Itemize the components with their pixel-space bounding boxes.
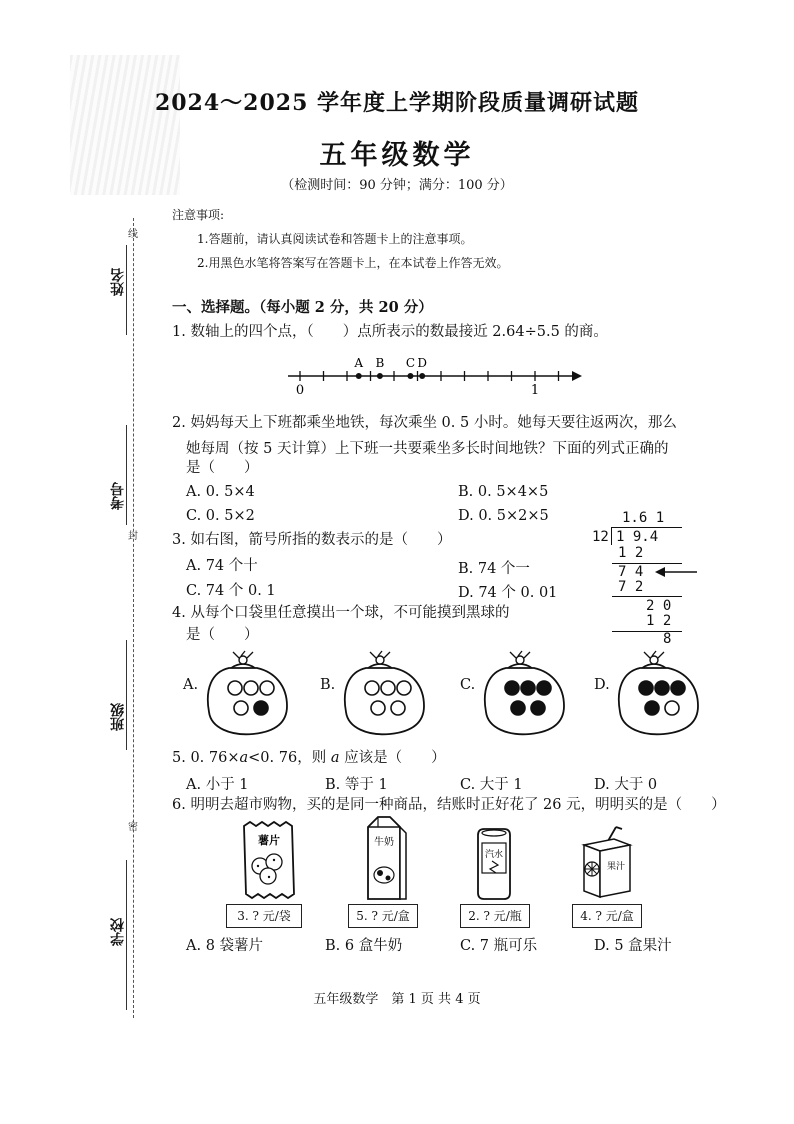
subject-title: 五年级数学 bbox=[319, 140, 475, 171]
white-ball bbox=[244, 681, 258, 695]
bag-body bbox=[345, 668, 424, 734]
black-ball bbox=[521, 681, 535, 695]
white-ball bbox=[665, 701, 679, 715]
q5-option-c[interactable]: C. 大于 1 bbox=[460, 777, 523, 793]
bag-label-d: D. bbox=[594, 677, 610, 693]
price-chips: 3. ? 元/袋 bbox=[226, 904, 302, 928]
point-d-label: D bbox=[417, 356, 428, 370]
margin-class-line bbox=[126, 640, 127, 750]
point-c-label: C bbox=[405, 356, 416, 370]
bag-body bbox=[208, 668, 287, 734]
q3-option-c[interactable]: C. 74 个 0. 1 bbox=[186, 583, 276, 599]
bag-body bbox=[485, 668, 564, 734]
black-ball bbox=[254, 701, 268, 715]
question-4-line-1: 4. 从每个口袋里任意摸出一个球，不可能摸到黑球的 bbox=[172, 605, 510, 621]
question-5 bbox=[172, 748, 446, 768]
point-a-label: A bbox=[354, 356, 364, 370]
price-milk: 5. ? 元/盒 bbox=[348, 904, 418, 928]
margin-exam-no-line bbox=[126, 425, 127, 525]
q5-text-mid: <0. 76，则 bbox=[248, 750, 331, 766]
black-ball bbox=[671, 681, 685, 695]
black-ball bbox=[511, 701, 525, 715]
black-ball bbox=[655, 681, 669, 695]
bag-knot bbox=[516, 656, 524, 664]
chips-bag-icon bbox=[240, 820, 298, 900]
black-ball bbox=[531, 701, 545, 715]
bag-knot bbox=[239, 656, 247, 664]
margin-seal-seal: 封 bbox=[128, 531, 138, 542]
q5-text-post: 应该是（ ） bbox=[339, 750, 446, 766]
note-item-1: 1.答题前，请认真阅读试卷和答题卡上的注意事项。 bbox=[197, 232, 473, 246]
pointer-arrow-icon bbox=[655, 565, 699, 579]
q3-option-d[interactable]: D. 74 个 0. 01 bbox=[458, 585, 558, 601]
q2-option-a[interactable]: A. 0. 5×4 bbox=[186, 484, 255, 500]
q6-option-b[interactable]: B. 6 盒牛奶 bbox=[325, 938, 403, 954]
note-item-2: 2.用黑色水笔将答案写在答题卡上，在本试卷上作答无效。 bbox=[197, 256, 509, 270]
exam-info: （检测时间：90 分钟；满分：100 分） bbox=[281, 178, 513, 193]
q6-option-d[interactable]: D. 5 盒果汁 bbox=[594, 938, 672, 954]
division-divisor: 12 bbox=[592, 529, 609, 545]
question-1: 1. 数轴上的四个点，（ ）点所表示的数最接近 2.64÷5.5 的商。 bbox=[172, 324, 608, 340]
q5-option-a[interactable]: A. 小于 1 bbox=[186, 777, 249, 793]
division-dividend: 1 9.4 bbox=[616, 529, 659, 545]
division-step-5: 1 2 bbox=[646, 613, 672, 629]
soda-can-icon bbox=[470, 825, 518, 901]
bag-d-icon bbox=[612, 650, 704, 738]
price-juice: 4. ? 元/盒 bbox=[572, 904, 642, 928]
number-line bbox=[280, 350, 590, 398]
margin-class-label: 班级 bbox=[110, 703, 126, 731]
margin-name-label: 姓名 bbox=[110, 268, 126, 296]
question-2-line-2: 她每周（按 5 天计算）上下班一共要乘坐多长时间地铁？下面的列式正确的 bbox=[186, 441, 669, 457]
q6-option-a[interactable]: A. 8 袋薯片 bbox=[186, 938, 264, 954]
margin-exam-no-label: 考号 bbox=[110, 482, 126, 510]
white-ball bbox=[391, 701, 405, 715]
margin-seal-secret: 密 bbox=[128, 822, 138, 833]
white-ball bbox=[381, 681, 395, 695]
division-remainder: 8 bbox=[663, 631, 672, 647]
question-2-line-1: 2. 妈妈每天上下班都乘坐地铁，每次乘坐 0. 5 小时。她每天要往返两次，那么 bbox=[172, 415, 677, 431]
axis-arrow bbox=[572, 371, 582, 381]
white-ball bbox=[234, 701, 248, 715]
q2-option-d[interactable]: D. 0. 5×2×5 bbox=[458, 508, 549, 524]
page-footer: 五年级数学 第 1 页 共 4 页 bbox=[313, 992, 481, 1007]
point-d-dot bbox=[419, 373, 425, 379]
q5-variable: a bbox=[239, 750, 249, 766]
white-ball bbox=[228, 681, 242, 695]
margin-seal-line: 线 bbox=[128, 229, 138, 240]
juice-box-icon bbox=[578, 825, 636, 901]
bag-c-icon bbox=[478, 650, 570, 738]
division-line-2 bbox=[612, 596, 682, 597]
q5-option-b[interactable]: B. 等于 1 bbox=[325, 777, 388, 793]
division-line-3 bbox=[612, 631, 682, 632]
bag-option-a[interactable] bbox=[183, 650, 293, 740]
axis-label-zero: 0 bbox=[295, 383, 305, 398]
bag-b-icon bbox=[338, 650, 430, 738]
division-quotient: 1.6 1 bbox=[622, 510, 665, 526]
soda-label: 汽水 bbox=[484, 850, 504, 860]
bag-option-c[interactable] bbox=[460, 650, 570, 740]
point-a-dot bbox=[356, 373, 362, 379]
margin-school-label: 学校 bbox=[110, 918, 126, 946]
bag-label-c: C. bbox=[460, 677, 476, 693]
exam-title: 2024～2025 学年度上学期阶段质量调研试题 bbox=[154, 90, 640, 116]
q3-option-b[interactable]: B. 74 个一 bbox=[458, 561, 530, 577]
division-step-2: 7 4 bbox=[618, 564, 644, 580]
q6-option-c[interactable]: C. 7 瓶可乐 bbox=[460, 938, 538, 954]
q3-option-a[interactable]: A. 74 个十 bbox=[186, 558, 258, 574]
division-bracket bbox=[611, 527, 612, 545]
q2-option-b[interactable]: B. 0. 5×4×5 bbox=[458, 484, 549, 500]
bag-option-d[interactable] bbox=[594, 650, 704, 740]
question-4-line-2: 是（ ） bbox=[186, 627, 259, 643]
q5-variable-2: a bbox=[330, 750, 340, 766]
black-ball bbox=[645, 701, 659, 715]
bag-knot bbox=[650, 656, 658, 664]
division-step-3: 7 2 bbox=[618, 579, 644, 595]
q5-option-d[interactable]: D. 大于 0 bbox=[594, 777, 658, 793]
binding-line bbox=[133, 218, 134, 1018]
division-step-1: 1 2 bbox=[618, 545, 644, 561]
black-ball bbox=[505, 681, 519, 695]
section-heading: 一、选择题。（每小题 2 分，共 20 分） bbox=[172, 299, 433, 316]
bag-label-b: B. bbox=[320, 677, 336, 693]
bag-label-a: A. bbox=[183, 677, 199, 693]
milk-carton-icon bbox=[360, 815, 410, 901]
black-ball bbox=[639, 681, 653, 695]
question-2-line-3: 是（ ） bbox=[186, 460, 259, 476]
axis-label-one: 1 bbox=[530, 383, 540, 398]
white-ball bbox=[371, 701, 385, 715]
white-ball bbox=[397, 681, 411, 695]
division-bar bbox=[612, 527, 682, 528]
question-6: 6. 明明去超市购物，买的是同一种商品，结账时正好花了 26 元，明明买的是（ ） bbox=[172, 797, 726, 813]
milk-label: 牛奶 bbox=[374, 837, 394, 848]
point-b-dot bbox=[377, 373, 383, 379]
notes-label: 注意事项: bbox=[172, 208, 225, 222]
bag-body bbox=[619, 668, 698, 734]
point-c-dot bbox=[407, 373, 413, 379]
q5-text-pre: 5. 0. 76× bbox=[172, 750, 240, 766]
margin-name-line bbox=[126, 245, 127, 335]
question-3: 3. 如右图，箭号所指的数表示的是（ ） bbox=[172, 532, 452, 548]
white-ball bbox=[260, 681, 274, 695]
white-ball bbox=[365, 681, 379, 695]
point-b-label: B bbox=[375, 356, 385, 370]
bag-a-icon bbox=[201, 650, 293, 738]
bag-knot bbox=[376, 656, 384, 664]
black-ball bbox=[537, 681, 551, 695]
q2-option-c[interactable]: C. 0. 5×2 bbox=[186, 508, 255, 524]
price-soda: 2. ? 元/瓶 bbox=[460, 904, 530, 928]
division-step-4: 2 0 bbox=[646, 598, 672, 614]
bag-option-b[interactable] bbox=[320, 650, 430, 740]
juice-label: 果汁 bbox=[606, 862, 626, 872]
chips-label: 薯片 bbox=[258, 834, 280, 847]
